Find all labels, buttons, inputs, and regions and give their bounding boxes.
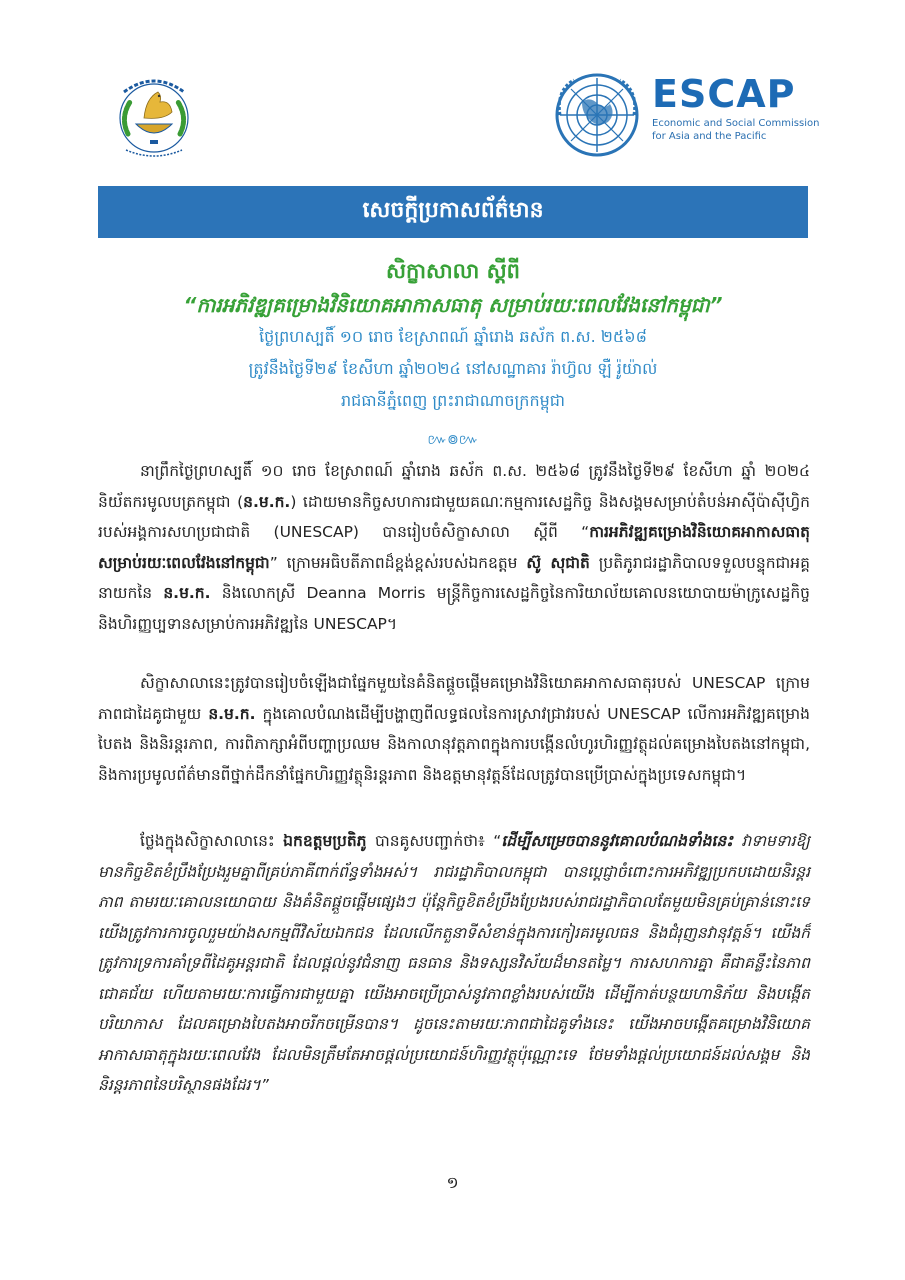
escap-logo xyxy=(552,66,822,166)
un-emblem-icon xyxy=(552,70,642,160)
banner-label: សេចក្តីប្រកាសព័ត៌មាន xyxy=(362,198,544,223)
body-paragraph-1: នាព្រឹកថ្ងៃព្រហស្បតិ៍ ១០ រោច ខែស្រាពណ៍ ឆ្នាំរោង ឆស័ក ព.ស. ២៥៦៨ ត្រូវនឹងថ្ងៃទី២៩ ខែសីហា ឆ្នាំ ២០២៤ និយ័តករមូលបត្រកម្ពុជា (ន.ម.ក.) ដោយមានកិច្ចសហការជាមួយគណៈកម្មការសេដ្ឋកិច្ច និងសង្គមសម្រាប់តំបន់អាស៊ីប៉ាស៊ីហ្វិករបស់អង្គការសហប្រជាជាតិ (UNESCAP) បានរៀបចំសិក្ខាសាលា ស្តីពី “ការអភិវឌ្ឍគម្រោងវិនិយោគអាកាសធាតុ សម្រាប់រយៈពេលវែងនៅកម្ពុជា” ក្រោមអធិបតីភាពដ៏ខ្ពង់ខ្ពស់របស់ឯកឧត្តម ស៊ូ សុជាតិ ប្រតិភូរាជរដ្ឋាភិបាលទទួលបន្ទុកជាអគ្គនាយកនៃ ន.ម.ក. និងលោកស្រី Deanna Morris មន្ត្រីកិច្ចការសេដ្ឋកិច្ចនៃការិយាល័យគោលនយោបាយម៉ាក្រូសេដ្ឋកិច្ច និងហិរញ្ញប្បទានសម្រាប់ការអភិវឌ្ឍនៃ UNESCAP។ xyxy=(98,462,811,633)
escap-subtitle-line2: for Asia and the Pacific xyxy=(652,131,767,142)
serc-logo xyxy=(100,62,208,162)
serc-emblem-icon xyxy=(100,62,208,162)
escap-wordmark: ESCAP xyxy=(652,72,796,116)
event-type-title: សិក្ខាសាលា ស្តីពី xyxy=(386,259,520,283)
ornament-divider: ៚៙៚ xyxy=(427,432,479,448)
press-release-banner xyxy=(98,186,808,238)
event-date-lunar: ថ្ងៃព្រហស្បតិ៍ ១០ រោច ខែស្រាពណ៍ ឆ្នាំរោង ឆស័ក ព.ស. ២៥៦៨ xyxy=(259,327,647,346)
event-date-venue: ត្រូវនឹងថ្ងៃទី២៩ ខែសីហា ឆ្នាំ២០២៤ នៅសណ្ឋាគារ រ៉ាហ្វ៊ល ឡឺ រ៉ូយ៉ាល់ xyxy=(248,359,658,378)
body-paragraph-2: សិក្ខាសាលានេះត្រូវបានរៀបចំឡើងជាផ្នែកមួយនៃគំនិតផ្តួចផ្តើមគម្រោងវិនិយោគអាកាសធាតុរបស់ UNESCAP ក្រោមភាពជាដៃគូជាមួយ ន.ម.ក. ក្នុងគោលបំណងដើម្បីបង្ហាញពីលទ្ធផលនៃការស្រាវជ្រាវរបស់ UNESCAP លើការអភិវឌ្ឍគម្រោងបៃតង និងនិរន្តរភាព, ការពិភាក្សាអំពីបញ្ហាប្រឈម និងកាលានុវត្តភាពក្នុងការបង្កើនលំហូរហិរញ្ញវត្ថុដល់គម្រោងបៃតងនៅកម្ពុជា, និងការប្រមូលព័ត៌មានពីថ្នាក់ដឹកនាំផ្នែកហិរញ្ញវត្ថុនិរន្តរភាព និងឧត្តមានុវត្តន៍ដែលត្រូវបានប្រើប្រាស់ក្នុងប្រទេសកម្ពុជា។ xyxy=(98,674,810,784)
page-number: ១ xyxy=(446,1173,459,1192)
escap-subtitle-line1: Economic and Social Commission xyxy=(652,118,820,129)
event-topic-title: “ការអភិវឌ្ឍគម្រោងវិនិយោគអាកាសធាតុ សម្រាប់រយៈពេលវែងនៅកម្ពុជា” xyxy=(183,293,723,317)
event-location: រាជធានីភ្នំពេញ ព្រះរាជាណាចក្រកម្ពុជា xyxy=(341,391,565,410)
body-paragraph-3: ថ្លែងក្នុងសិក្ខាសាលានេះ ឯកឧត្តមប្រតិភូ បានគូសបញ្ជាក់ថា៖ “ដើម្បីសម្រេចបាននូវគោលបំណងទាំងនេះ វាទាមទារឱ្យមានកិច្ចខិតខំប្រឹងប្រែងរួមគ្នាពីគ្រប់ភាគីពាក់ព័ន្ធទាំងអស់។ រាជរដ្ឋាភិបាលកម្ពុជា បានប្តេជ្ញាចំពោះការអភិវឌ្ឍប្រកបដោយនិរន្តរភាព តាមរយៈគោលនយោបាយ និងគំនិតផ្តួចផ្តើមផ្សេងៗ ប៉ុន្តែកិច្ចខិតខំប្រឹងប្រែងរបស់រាជរដ្ឋាភិបាលតែមួយមិនគ្រប់គ្រាន់នោះទេ យើងត្រូវការការចូលរួមយ៉ាងសកម្មពីវិស័យឯកជន ដែលលើកតួនាទីសំខាន់ក្នុងការកៀរគរមូលធន និងជំរុញនវានុវត្តន៍។ យើងក៏ត្រូវការទ្រការគាំទ្រពីដៃគូអន្តរជាតិ ដែលផ្តល់នូវជំនាញ ធនធាន និងទស្សនវិស័យដ៏មានតម្លៃ។ ការសហការគ្នា គឺជាគន្លឹះនៃភាពជោគជ័យ ហើយតាមរយៈការធ្វើការជាមួយគ្នា យើងអាចប្រើប្រាស់នូវភាពខ្លាំងរបស់យើង ដើម្បីកាត់បន្ថយហានិភ័យ និងបង្កើតបរិយាកាស ដែលគម្រោងបៃតងអាចរីកចម្រើនបាន។ ដូចនេះតាមរយៈភាពជាដៃគូទាំងនេះ យើងអាចបង្កើតគម្រោងវិនិយោគអាកាសធាតុក្នុងរយៈពេលវែង ដែលមិនត្រឹមតែអាចផ្តល់ប្រយោជន៍ហិរញ្ញវត្ថុប៉ុណ្ណោះទេ ថែមទាំងផ្តល់ប្រយោជន៍ដល់សង្គម និងនិរន្តរភាពនៃបរិស្ថានផងដែរ។” xyxy=(98,832,810,1094)
